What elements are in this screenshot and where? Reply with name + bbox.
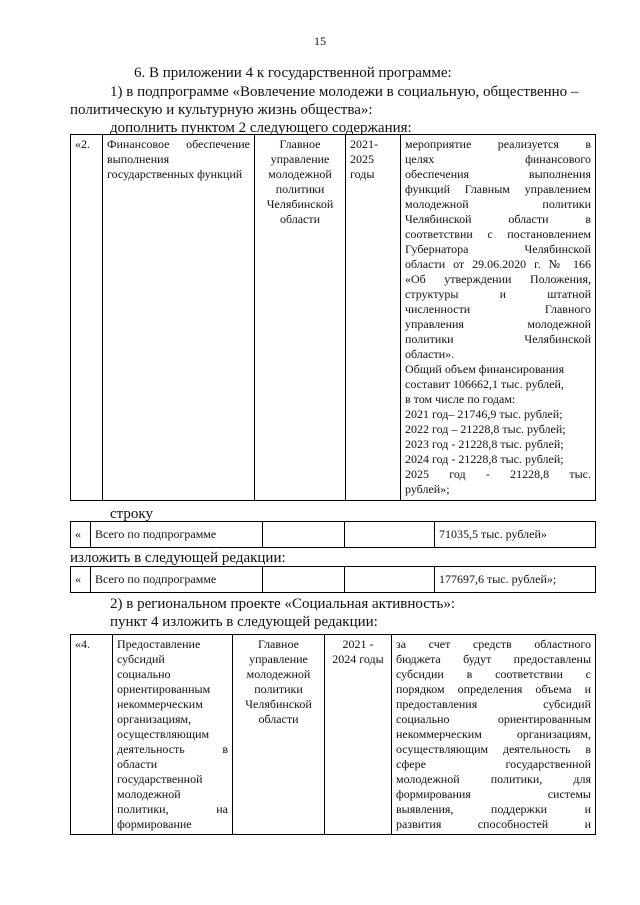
years-line: 2021 - bbox=[342, 637, 374, 651]
desc-line: осуществляющим деятельность в bbox=[396, 742, 591, 756]
desc-line: рублей»; bbox=[405, 482, 450, 496]
desc-line: составит 106662,1 тыс. рублей, bbox=[405, 377, 564, 391]
years-line: 2025 bbox=[350, 152, 374, 166]
executor-line: Челябинской bbox=[245, 697, 312, 711]
item1-line1: 1) в подпрограмме «Вовлечение молодежи в социальную, общественно – bbox=[110, 84, 579, 100]
desc-line: молодежной политики, для bbox=[396, 772, 591, 786]
cell-empty bbox=[345, 567, 435, 593]
name-line: государственной bbox=[117, 772, 203, 786]
desc-line: функций Главным управлением bbox=[405, 182, 591, 196]
cell-executor bbox=[255, 135, 346, 501]
name-line: формирование bbox=[117, 817, 192, 831]
name-line: некоммерческим bbox=[117, 697, 203, 711]
item-number: «2. bbox=[75, 137, 90, 151]
cell-years bbox=[325, 635, 392, 835]
desc-line: субсидии в соответствии с bbox=[396, 667, 591, 681]
stroku-label: строку bbox=[110, 506, 153, 522]
page-number: 15 bbox=[314, 34, 326, 48]
cell-number bbox=[71, 635, 113, 835]
name-line: Предоставление bbox=[117, 637, 201, 651]
executor-line: политики bbox=[275, 182, 325, 196]
desc-line: предоставления субсидий bbox=[396, 697, 591, 711]
cell-empty bbox=[345, 522, 435, 548]
desc-line: 2022 год – 21228,8 тыс. рублей; bbox=[405, 422, 566, 436]
cell-description bbox=[401, 135, 596, 501]
name-line: политики, на bbox=[117, 802, 228, 816]
years-line: годы bbox=[350, 167, 375, 181]
item2-line1: 2) в региональном проекте «Социальная активность»: bbox=[110, 596, 456, 612]
executor-line: области bbox=[279, 212, 321, 226]
desc-line: численности Главного bbox=[405, 302, 591, 316]
name-line: деятельность в bbox=[117, 742, 228, 756]
item-number: «4. bbox=[75, 637, 90, 651]
desc-line: выявления, поддержки и bbox=[396, 802, 591, 816]
desc-line: области от 29.06.2020 г. № 166 bbox=[405, 257, 591, 271]
executor-line: молодежной bbox=[246, 667, 311, 681]
desc-line: Общий объем финансирования bbox=[405, 362, 565, 376]
cell-value: 177697,6 тыс. рублей»; bbox=[435, 567, 596, 593]
name-line: организациям, bbox=[117, 712, 192, 726]
name-line: молодежной bbox=[117, 787, 181, 801]
executor-line: Главное bbox=[279, 137, 321, 151]
desc-line: Губернатора Челябинской bbox=[405, 242, 591, 256]
table-row bbox=[71, 635, 596, 835]
name-line: области bbox=[117, 757, 158, 771]
cell-quote: « bbox=[71, 567, 91, 593]
desc-line: соответствии с постановлением bbox=[405, 227, 591, 241]
name-line: выполнения bbox=[107, 152, 170, 166]
cell-value: 71035,5 тыс. рублей» bbox=[435, 522, 596, 548]
section-heading: 6. В приложении 4 к государственной программе: bbox=[134, 65, 452, 81]
desc-line: 2023 год - 21228,8 тыс. рублей; bbox=[405, 437, 564, 451]
name-line: государственных функций bbox=[107, 167, 243, 181]
item2-line2: пункт 4 изложить в следующей редакции: bbox=[110, 614, 378, 630]
item1-line2: политическую и культурную жизнь общества»: bbox=[70, 102, 373, 118]
cell-description bbox=[392, 635, 596, 835]
cell-name bbox=[113, 635, 233, 835]
desc-line: Челябинской области в bbox=[405, 212, 591, 226]
name-line: ориентированным bbox=[117, 682, 211, 696]
executor-line: Главное bbox=[258, 637, 299, 651]
executor-line: молодежной bbox=[268, 167, 332, 181]
name-line: социально bbox=[117, 667, 171, 681]
desc-line: политики Челябинской bbox=[405, 332, 591, 346]
desc-line: 2025 год - 21228,8 тыс. bbox=[405, 467, 591, 481]
name-line: Финансовое обеспечение bbox=[107, 137, 250, 151]
years-line: 2021- bbox=[350, 137, 378, 151]
table-regional-item4 bbox=[70, 634, 596, 835]
name-line: субсидий bbox=[117, 652, 165, 666]
desc-line: 2024 год - 21228,8 тыс. рублей; bbox=[405, 452, 564, 466]
desc-line: управления молодежной bbox=[405, 317, 591, 331]
cell-empty bbox=[263, 567, 345, 593]
desc-line: сфере государственной bbox=[396, 757, 591, 771]
table-row bbox=[71, 567, 596, 593]
table-row bbox=[71, 522, 596, 548]
executor-line: управление bbox=[270, 152, 330, 166]
item1-line3: дополнить пунктом 2 следующего содержания: bbox=[110, 120, 412, 136]
desc-line: молодежной политики bbox=[405, 197, 591, 211]
desc-line: развития способностей и bbox=[396, 817, 591, 831]
desc-line: некоммерческим организациям, bbox=[396, 727, 591, 741]
executor-line: управление bbox=[249, 652, 308, 666]
desc-line: за счет средств областного bbox=[396, 637, 591, 651]
table-subprogram-item2 bbox=[70, 134, 596, 501]
table-total-new bbox=[70, 566, 596, 593]
desc-line: порядком определения объема и bbox=[396, 682, 591, 696]
desc-line: 2021 год– 21746,9 тыс. рублей; bbox=[405, 407, 563, 421]
desc-line: «Об утверждении Положения, bbox=[405, 272, 591, 286]
executor-line: Челябинской bbox=[266, 197, 334, 211]
desc-line: мероприятие реализуется в bbox=[405, 137, 591, 151]
cell-name bbox=[103, 135, 255, 501]
executor-line: области bbox=[258, 712, 299, 726]
desc-line: в том числе по годам: bbox=[405, 392, 516, 406]
desc-line: обеспечения выполнения bbox=[405, 167, 591, 181]
cell-number bbox=[71, 135, 103, 501]
executor-line: политики bbox=[254, 682, 303, 696]
desc-line: целях финансового bbox=[405, 152, 591, 166]
desc-line: социально ориентированным bbox=[396, 712, 591, 726]
cell-years bbox=[346, 135, 401, 501]
years-line: 2024 годы bbox=[332, 652, 384, 666]
cell-executor bbox=[233, 635, 325, 835]
cell-label: Всего по подпрограмме bbox=[91, 522, 263, 548]
table-row bbox=[71, 135, 596, 501]
desc-line: формирования системы bbox=[396, 787, 591, 801]
desc-line: бюджета будут предоставлены bbox=[396, 652, 591, 666]
cell-label: Всего по подпрограмме bbox=[91, 567, 263, 593]
name-line: осуществляющим bbox=[117, 727, 210, 741]
desc-line: структуры и штатной bbox=[405, 287, 591, 301]
izlozhit-label: изложить в следующей редакции: bbox=[70, 550, 286, 566]
desc-line: области». bbox=[405, 347, 455, 361]
cell-empty bbox=[263, 522, 345, 548]
cell-quote: « bbox=[71, 522, 91, 548]
table-total-old bbox=[70, 521, 596, 548]
